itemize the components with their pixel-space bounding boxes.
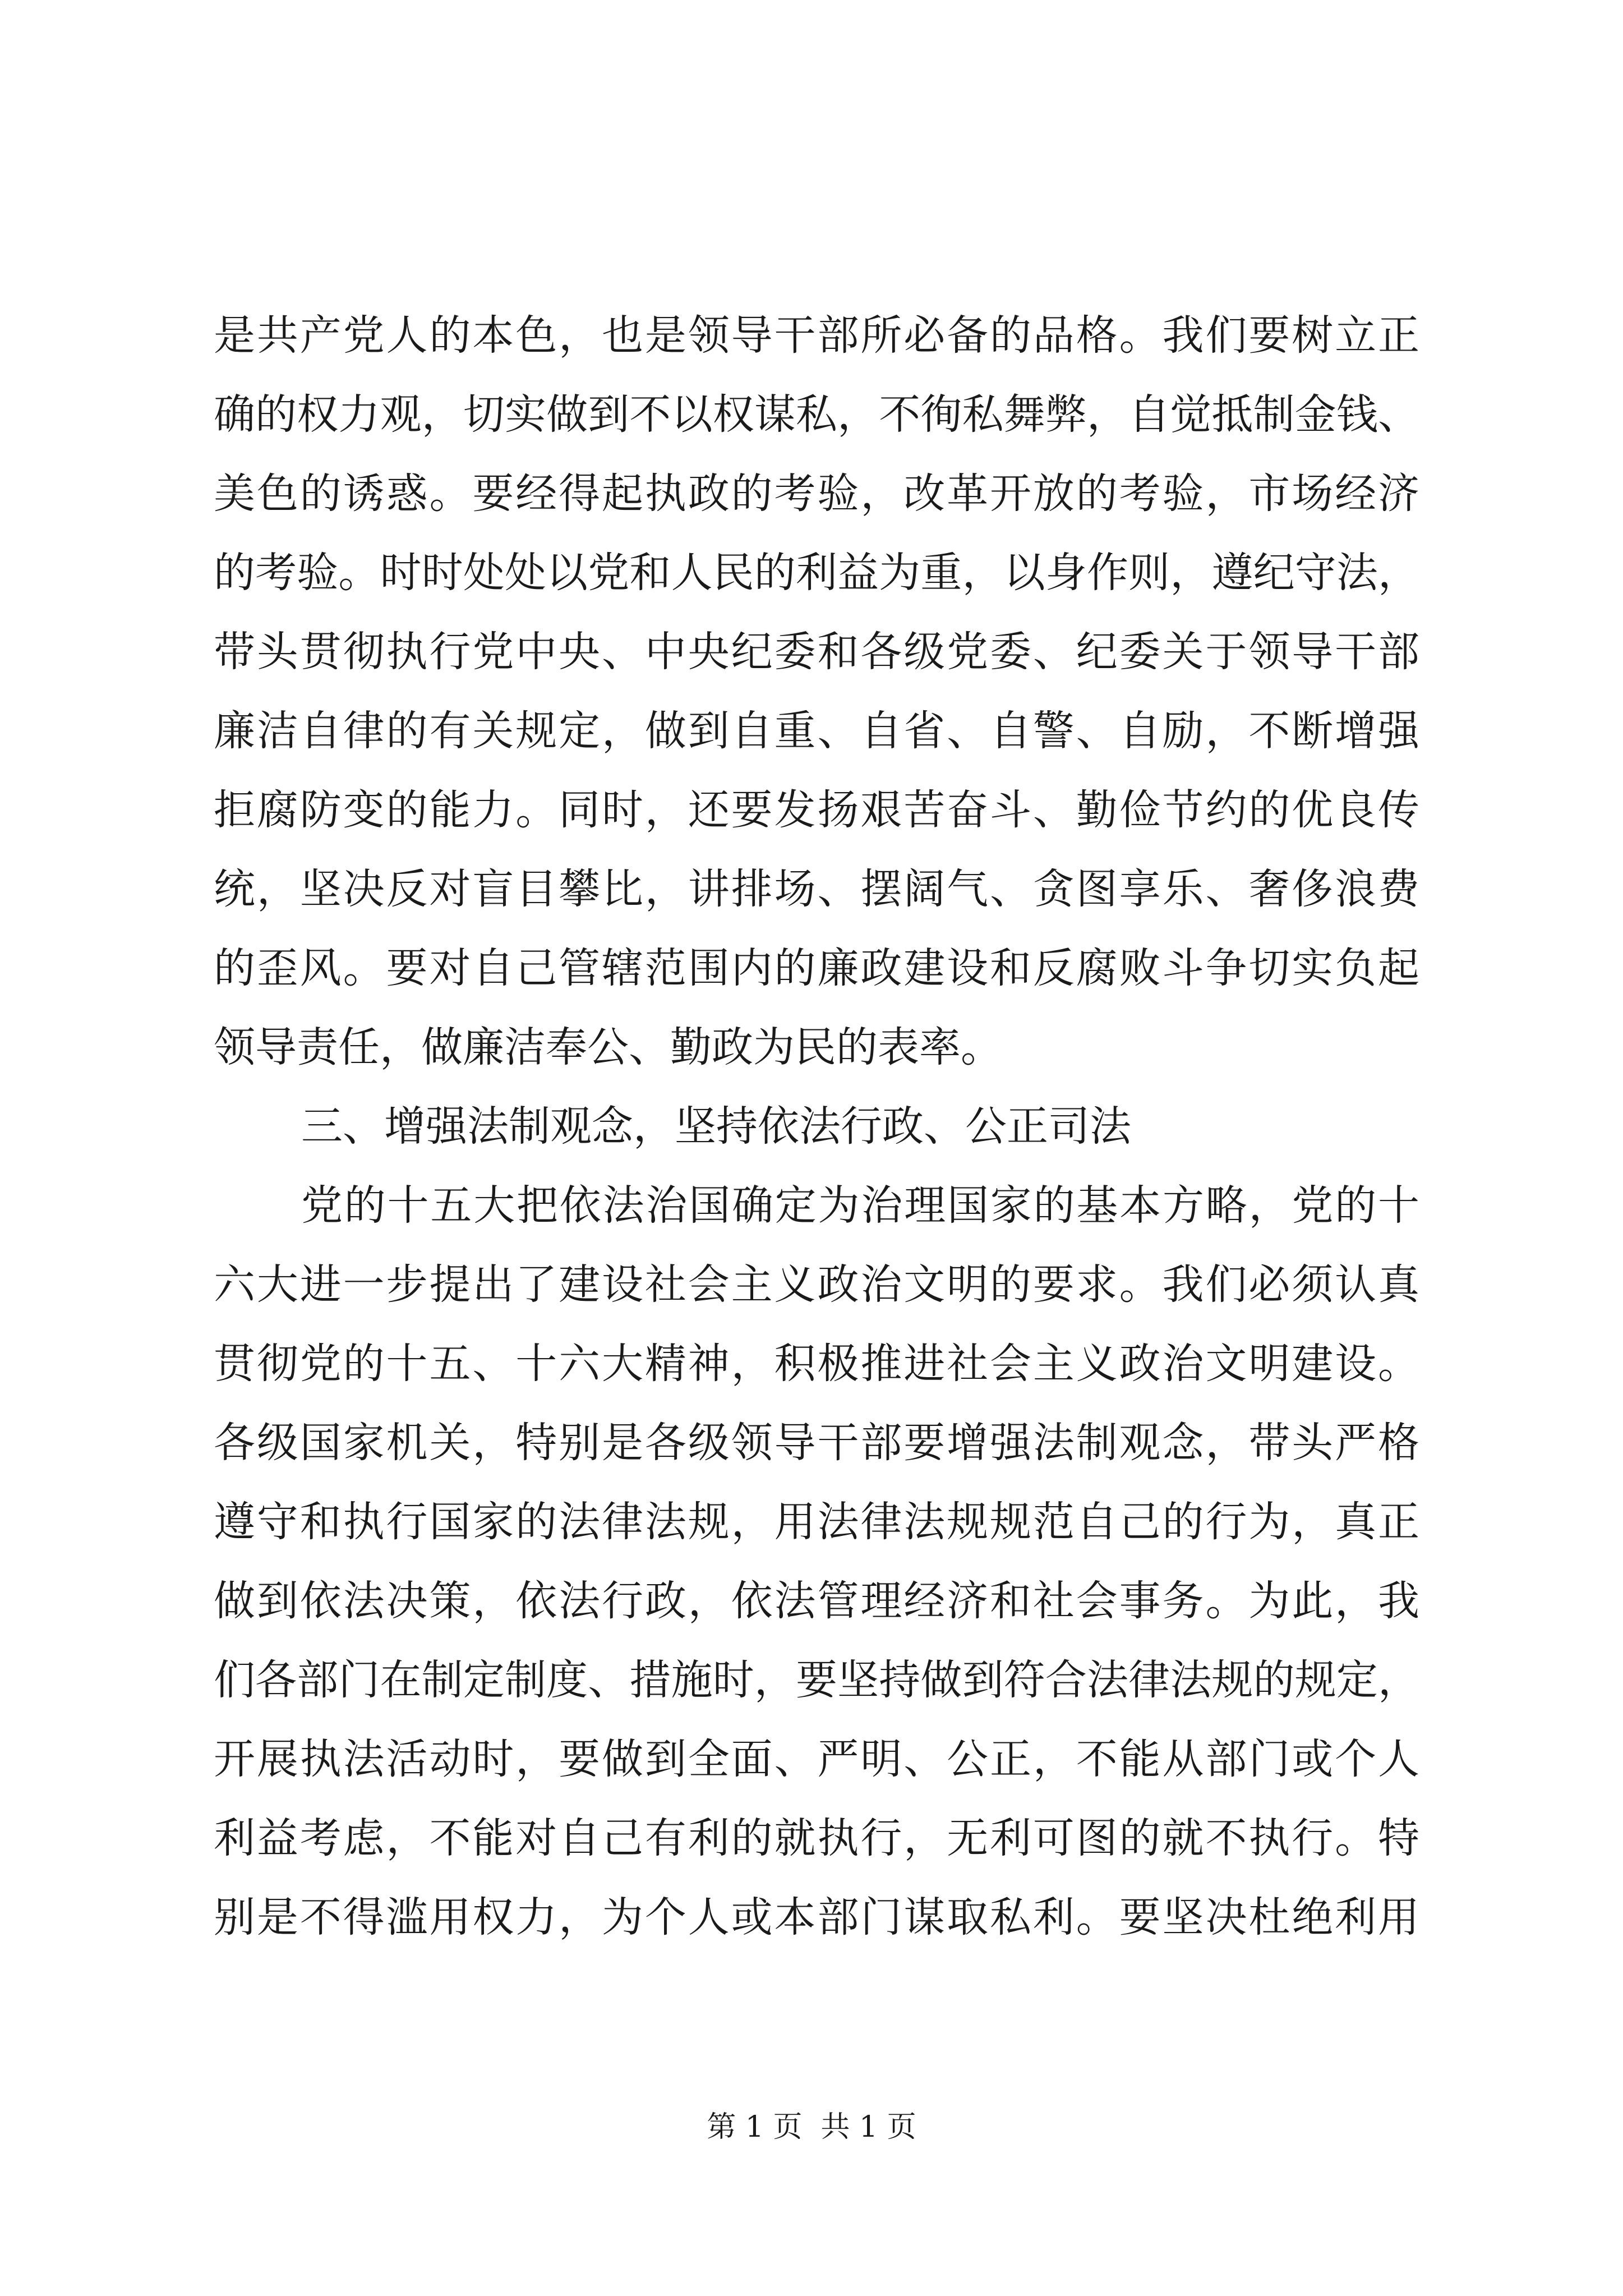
text-line: 贯彻党的十五、十六大精神，积极推进社会主义政治文明建设。 bbox=[214, 1340, 1419, 1388]
page-footer: 第 1 页 共 1 页 bbox=[707, 2110, 916, 2144]
text-line: 确的权力观，切实做到不以权谋私，不徇私舞弊，自觉抵制金钱、 bbox=[214, 390, 1419, 439]
text-line: 带头贯彻执行党中央、中央纪委和各级党委、纪委关于领导干部 bbox=[214, 628, 1419, 676]
text-line: 廉洁自律的有关规定，做到自重、自省、自警、自励，不断增强 bbox=[214, 707, 1419, 755]
text-line: 们各部门在制定制度、措施时，要坚持做到符合法律法规的规定， bbox=[214, 1656, 1419, 1704]
section-heading: 三、增强法制观念，坚持依法行政、公正司法 bbox=[301, 1102, 1131, 1151]
text-line: 拒腐防变的能力。同时，还要发扬艰苦奋斗、勤俭节约的优良传 bbox=[214, 786, 1419, 834]
body-text bbox=[214, 296, 1419, 1957]
text-line: 遵守和执行国家的法律法规，用法律法规规范自己的行为，真正 bbox=[214, 1498, 1419, 1546]
text-line: 领导责任，做廉洁奉公、勤政为民的表率。 bbox=[214, 1023, 1002, 1071]
text-line: 做到依法决策，依法行政，依法管理经济和社会事务。为此，我 bbox=[214, 1577, 1419, 1625]
text-line: 六大进一步提出了建设社会主义政治文明的要求。我们必须认真 bbox=[214, 1260, 1419, 1309]
text-line: 美色的诱惑。要经得起执政的考验，改革开放的考验，市场经济 bbox=[214, 470, 1419, 518]
text-line: 的考验。时时处处以党和人民的利益为重，以身作则，遵纪守法， bbox=[214, 549, 1419, 597]
text-line: 利益考虑，不能对自己有利的就执行，无利可图的就不执行。特 bbox=[214, 1814, 1419, 1862]
text-line: 统，坚决反对盲目攀比，讲排场、摆阔气、贪图享乐、奢侈浪费 bbox=[214, 865, 1419, 913]
text-line: 党的十五大把依法治国确定为治理国家的基本方略，党的十 bbox=[301, 1181, 1419, 1230]
text-line: 是共产党人的本色，也是领导干部所必备的品格。我们要树立正 bbox=[214, 311, 1419, 360]
text-line: 开展执法活动时，要做到全面、严明、公正，不能从部门或个人 bbox=[214, 1735, 1419, 1783]
text-line: 别是不得滥用权力，为个人或本部门谋取私利。要坚决杜绝利用 bbox=[214, 1893, 1419, 1941]
text-line: 的歪风。要对自己管辖范围内的廉政建设和反腐败斗争切实负起 bbox=[214, 944, 1419, 992]
text-line: 各级国家机关，特别是各级领导干部要增强法制观念，带头严格 bbox=[214, 1419, 1419, 1467]
